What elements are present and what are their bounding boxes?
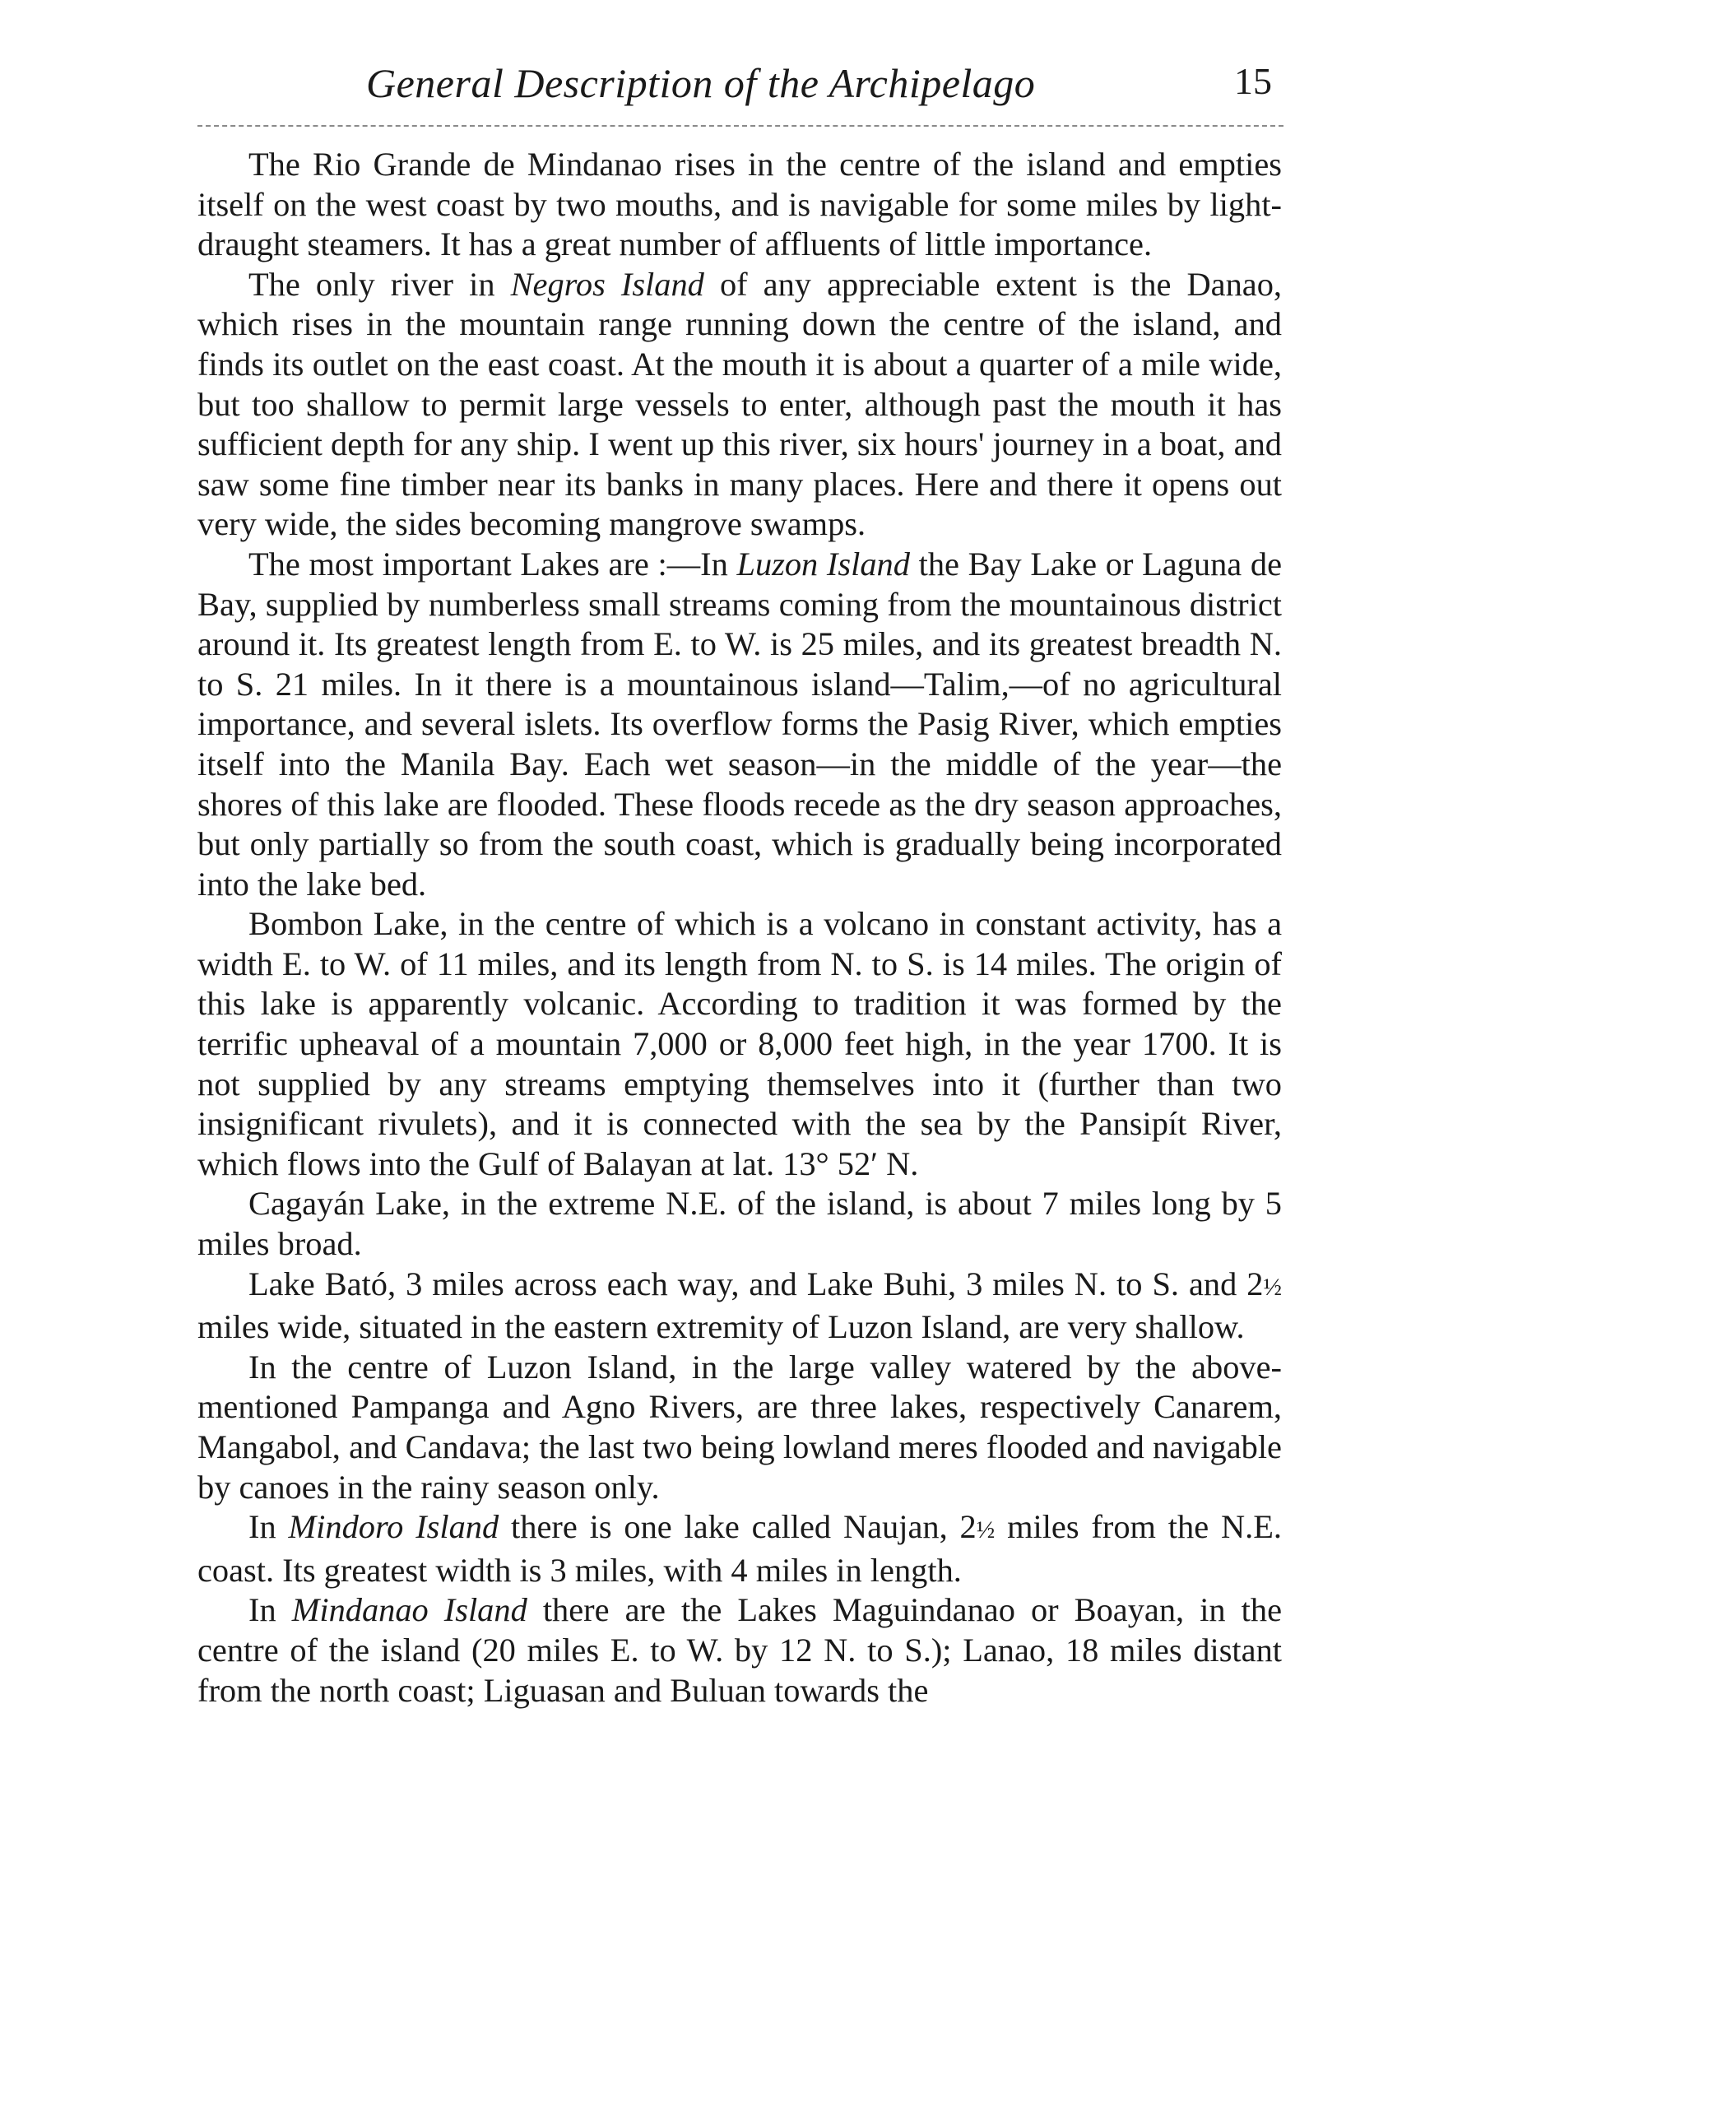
header-rule [197, 125, 1283, 127]
paragraph-bombon-lake: Bombon Lake, in the centre of which is a volcano in constant activity, has a width E. to W. of 11 miles, and its length from N. to S. is 14 miles. The origin of this lake is apparently volcanic. According to tradition it was formed by the terrific upheaval of a mountain 7,000 or 8,000 feet high, in the year 1700. It is not supplied by any streams emptying themselves into it (further than two insignificant rivulets), and it is connected with the sea by the Pansipít River, which flows into the Gulf of Balayan at lat. 13° 52′ N. [197, 905, 1282, 1182]
paragraph-mindoro: In Mindoro Island there is one lake called Naujan, 2½ miles from the N.E. coast. Its greatest width is 3 miles, with 4 miles in length. [197, 1508, 1282, 1589]
body-text [197, 145, 1282, 1711]
paragraph-rio-grande: The Rio Grande de Mindanao rises in the centre of the island and empties itself on the west coast by two mouths, and is navigable for some miles by light-draught steamers. It has a great number of affluents of little importance. [197, 146, 1282, 263]
paragraph-bato-buhi: Lake Bató, 3 miles across each way, and Lake Buhi, 3 miles N. to S. and 2½ miles wide, situated in the eastern extremity of Luzon Island, are very shallow. [197, 1265, 1282, 1346]
page-header [197, 59, 1283, 125]
paragraph-negros-river: The only river in Negros Island of any appreciable extent is the Danao, which rises in the mountain range running down the centre of the island, and finds its outlet on the east coast. At the mouth it is about a quarter of a mile wide, but too shallow to permit large vessels to enter, although past the mouth it has sufficient depth for any ship. I went up this river, six hours' journey in a boat, and saw some fine timber near its banks in many places. Here and there it opens out very wide, the sides becoming mangrove swamps. [197, 265, 1282, 543]
paragraph-mindanao: In Mindanao Island there are the Lakes Maguindanao or Boayan, in the centre of the island (20 miles E. to W. by 12 N. to S.); Lanao, 18 miles distant from the north coast; Liguasan and Buluan towards the [197, 1591, 1282, 1709]
running-title: General Description of the Archipelago [366, 60, 1036, 106]
paragraph-luzon-lakes: The most important Lakes are :—In Luzon Island the Bay Lake or Laguna de Bay, supplied by numberless small streams coming from the mountainous district around it. Its greatest length from E. to W. is 25 miles, and its greatest breadth N. to S. 21 miles. In it there is a mountainous island—Talim,—of no agricultural importance, and several islets. Its overflow forms the Pasig River, which empties itself into the Manila Bay. Each wet season—in the middle of the year—the shores of this lake are flooded. These floods recede as the dry season approaches, but only partially so from the south coast, which is gradually being incorporated into the lake bed. [197, 545, 1283, 903]
paragraph-cagayan-lake: Cagayán Lake, in the extreme N.E. of the island, is about 7 miles long by 5 miles broad. [197, 1185, 1282, 1263]
paragraph-central-luzon-lakes: In the centre of Luzon Island, in the large valley watered by the above-mentioned Pampanga and Agno Rivers, are three lakes, respectively Canarem, Mangabol, and Candava; the last two being lowland meres flooded and navigable by canoes in the rainy season only. [197, 1348, 1282, 1506]
page-number: 15 [1234, 60, 1272, 102]
